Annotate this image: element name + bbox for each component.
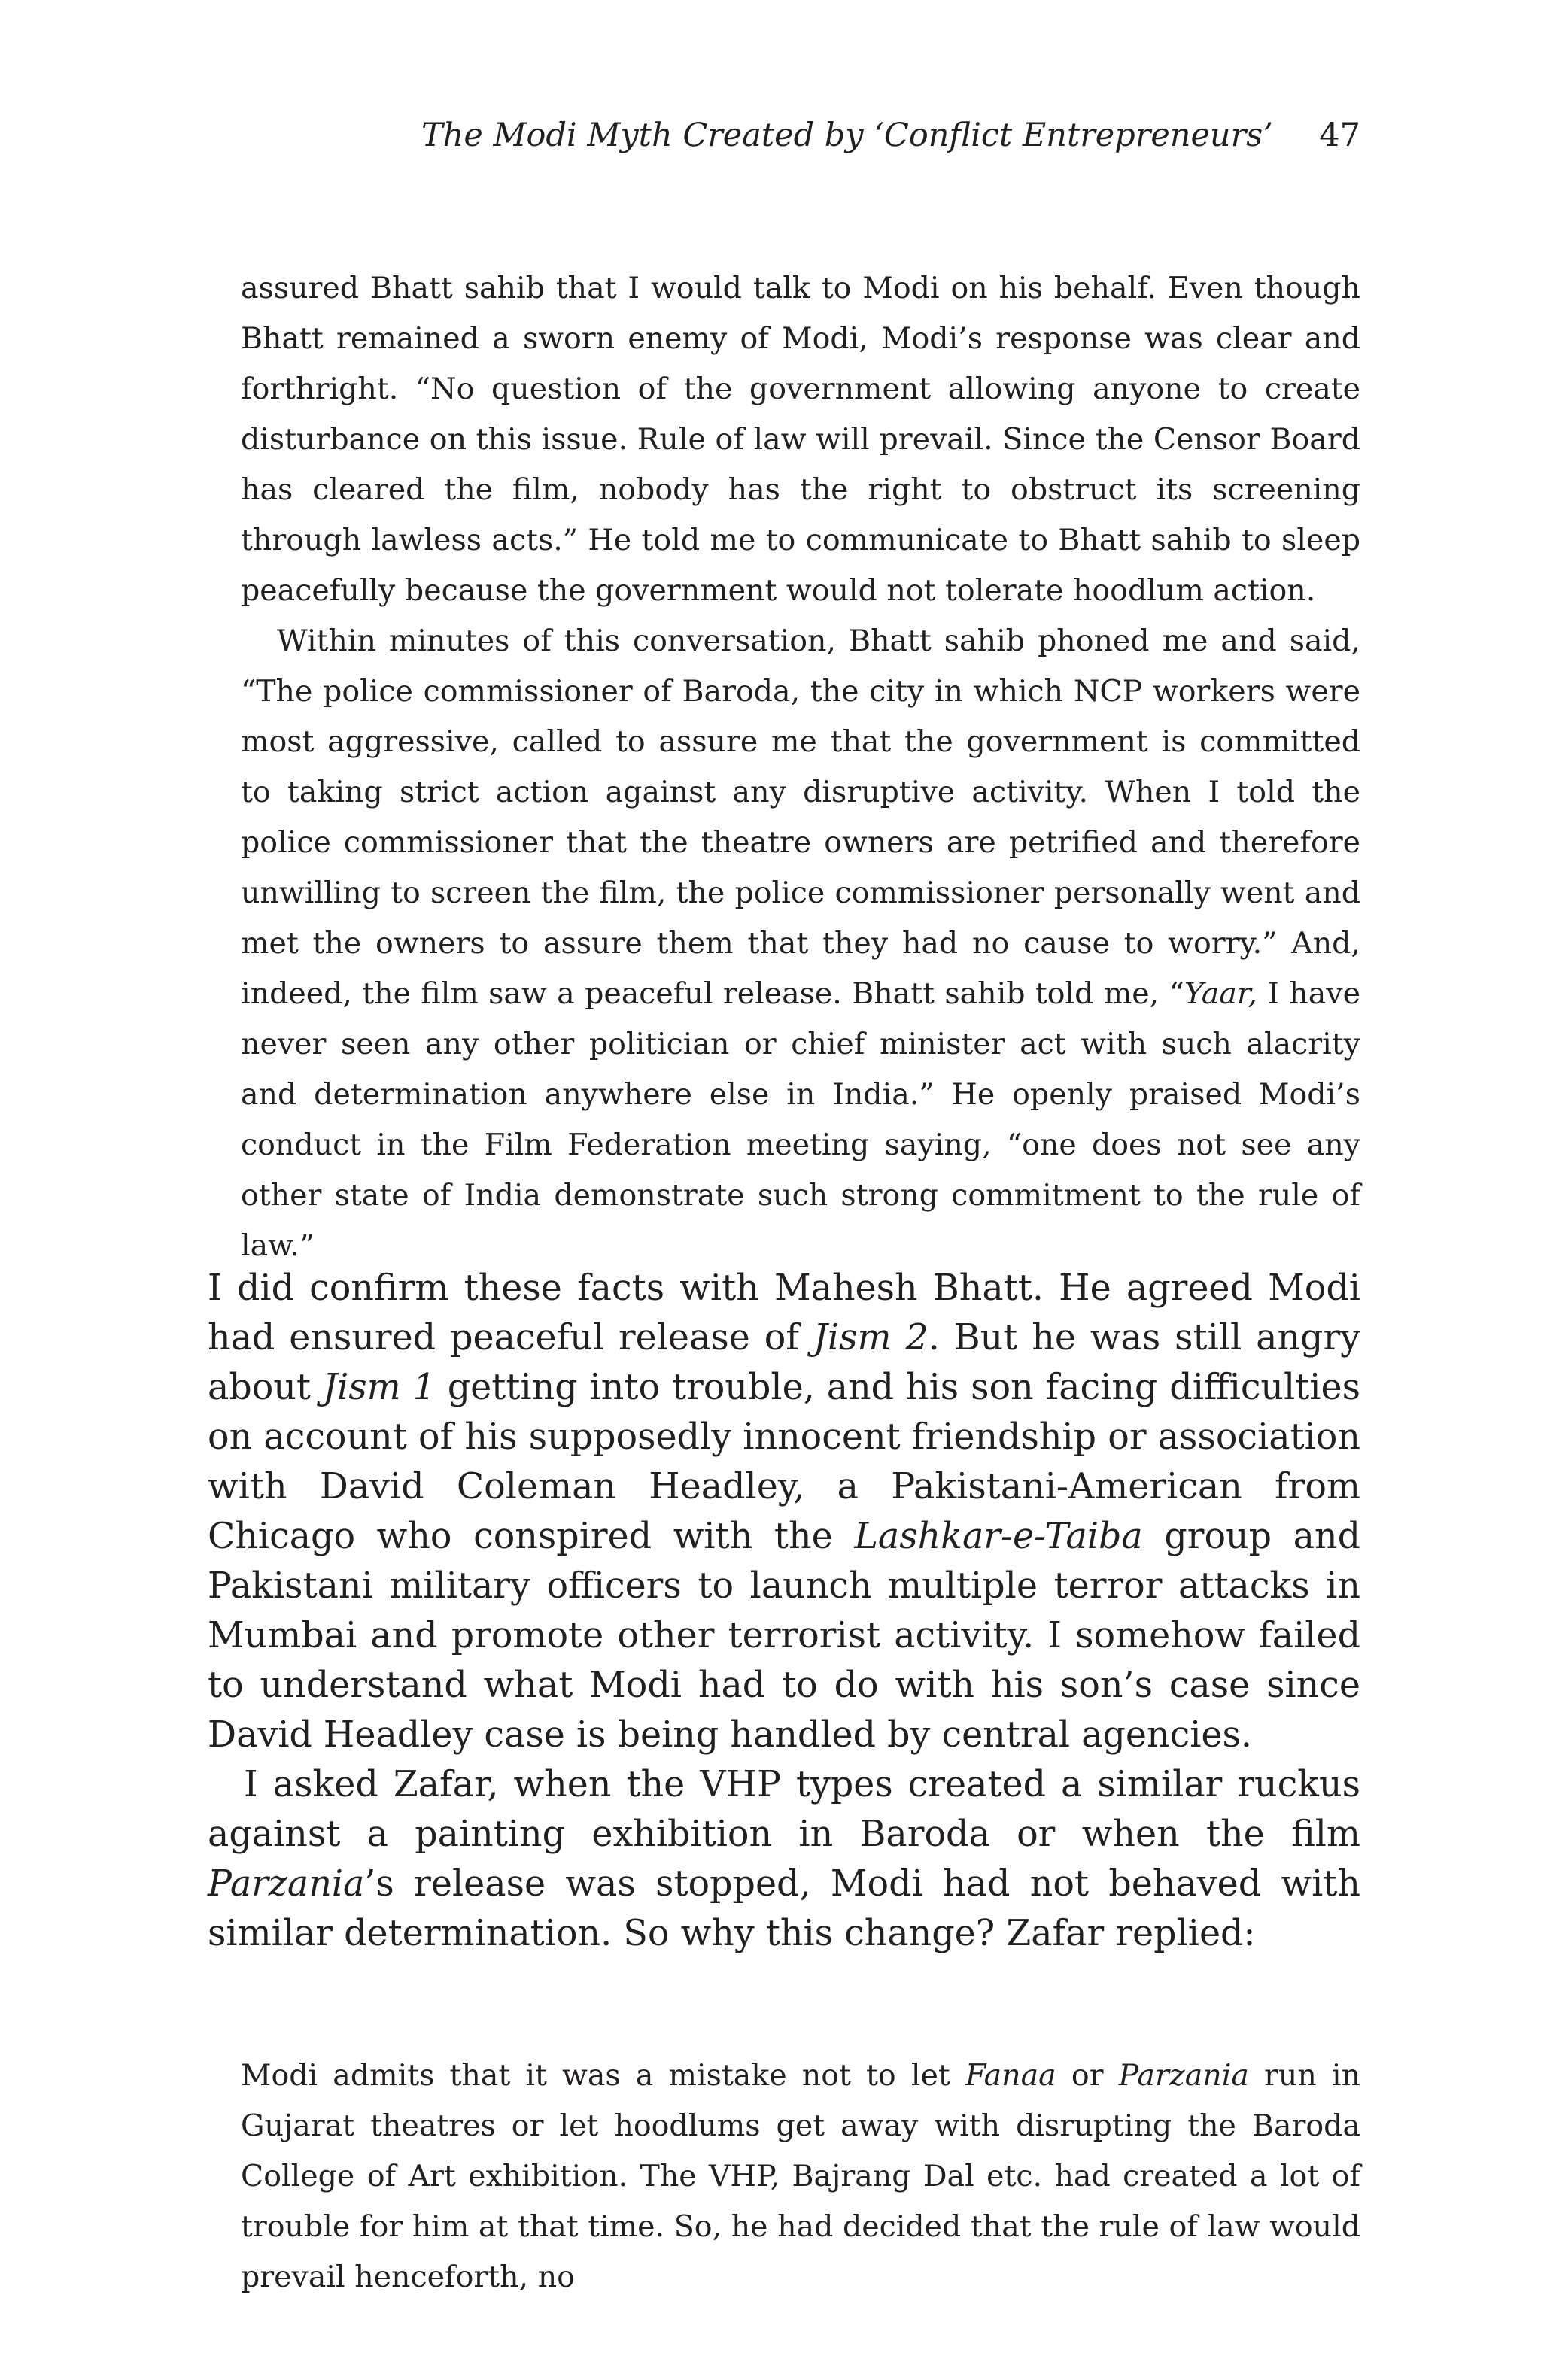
main-p1-text-b: . But he was still angry about (208, 1317, 1360, 1408)
quote2-p1-text-a: Modi admits that it was a mistake not to let (241, 2058, 965, 2093)
main-paragraph-1 (208, 1264, 1360, 1760)
main-p1-italic-lashkar: Lashkar-e-Taiba (854, 1516, 1143, 1557)
block-quote-2 (241, 2051, 1360, 2303)
page-number: 47 (1319, 117, 1360, 154)
quote1-p2-text-b: I have never seen any other politician or chief minister act with such alacrity and determination anywhere else in India.” He openly praised Modi’s conduct in the Film Federation meeting saying, “one does not see any other state of India demonstrate such strong commitment to the rule of law.” (241, 976, 1360, 1263)
quote2-p1-text-b: or (1056, 2058, 1119, 2093)
main-p2-text-a: I asked Zafar, when the VHP types created a similar ruckus against a painting exhibition in Baroda or when the film (208, 1764, 1360, 1855)
main-p1-italic-jism1: Jism 1 (322, 1367, 436, 1408)
main-p1-italic-jism2: Jism 2 (813, 1317, 929, 1358)
quote1-paragraph-1: assured Bhatt sahib that I would talk to Modi on his behalf. Even though Bhatt remained a sworn enemy of Modi, Modi’s response was clear and forthright. “No question of the government allowing anyone to create disturbance on this issue. Rule of law will prevail. Since the Censor Board has cleared the film, nobody has the right to obstruct its screening through lawless acts.” He told me to communicate to Bhatt sahib to sleep peacefully because the government would not tolerate hoodlum action. (241, 271, 1360, 608)
main-p1-text-d: group and Pakistani military officers to launch multiple terror attacks in Mumbai and promote other terrorist activity. I somehow failed to understand what Modi had to do with his son’s case since David Headley case is being handled by central agencies. (208, 1516, 1360, 1756)
main-p2-text-b: ’s release was stopped, Modi had not behaved with similar determination. So why this change? Zafar replied: (208, 1863, 1360, 1954)
block-quote-1 (241, 263, 1360, 1271)
main-p2-italic-parzania: Parzania (208, 1863, 365, 1905)
main-paragraph-2 (208, 1760, 1360, 1959)
running-head-title: The Modi Myth Created by ‘Conflict Entrepreneurs’ (421, 117, 1273, 154)
quote1-paragraph-2 (241, 616, 1360, 1271)
quote1-p2-text-a: Within minutes of this conversation, Bhatt sahib phoned me and said, “The police commissioner of Baroda, the city in which NCP workers were most aggressive, called to assure me that the government is committed to taking strict action against any disruptive activity. When I told the police commissioner that the theatre owners are petrified and therefore unwilling to screen the film, the police commissioner personally went and met the owners to assure them that they had no cause to worry.” And, indeed, the film saw a peaceful release. Bhatt sahib told me, “ (241, 624, 1360, 1011)
main-text (208, 1264, 1360, 1959)
quote2-paragraph-1 (241, 2051, 1360, 2303)
main-p1-text-a: I did confirm these facts with Mahesh Bhatt. He agreed Modi had ensured peaceful release of (208, 1267, 1360, 1358)
quote2-p1-italic-fanaa: Fanaa (965, 2058, 1056, 2093)
quote2-p1-text-c: run in Gujarat theatres or let hoodlums get away with disrupting the Baroda College of Art exhibition. The VHP, Bajrang Dal etc. had created a lot of trouble for him at that time. So, he had decided that the rule of law would prevail henceforth, no (241, 2058, 1361, 2294)
quote2-p1-italic-parzania: Parzania (1118, 2058, 1249, 2093)
quote1-p2-italic-yaar: Yaar, (1184, 976, 1257, 1011)
main-p1-text-c: getting into trouble, and his son facing difficulties on account of his supposedly innocent friendship or association with David Coleman Headley, a Pakistani-American from Chicago who conspired with the (208, 1367, 1360, 1557)
